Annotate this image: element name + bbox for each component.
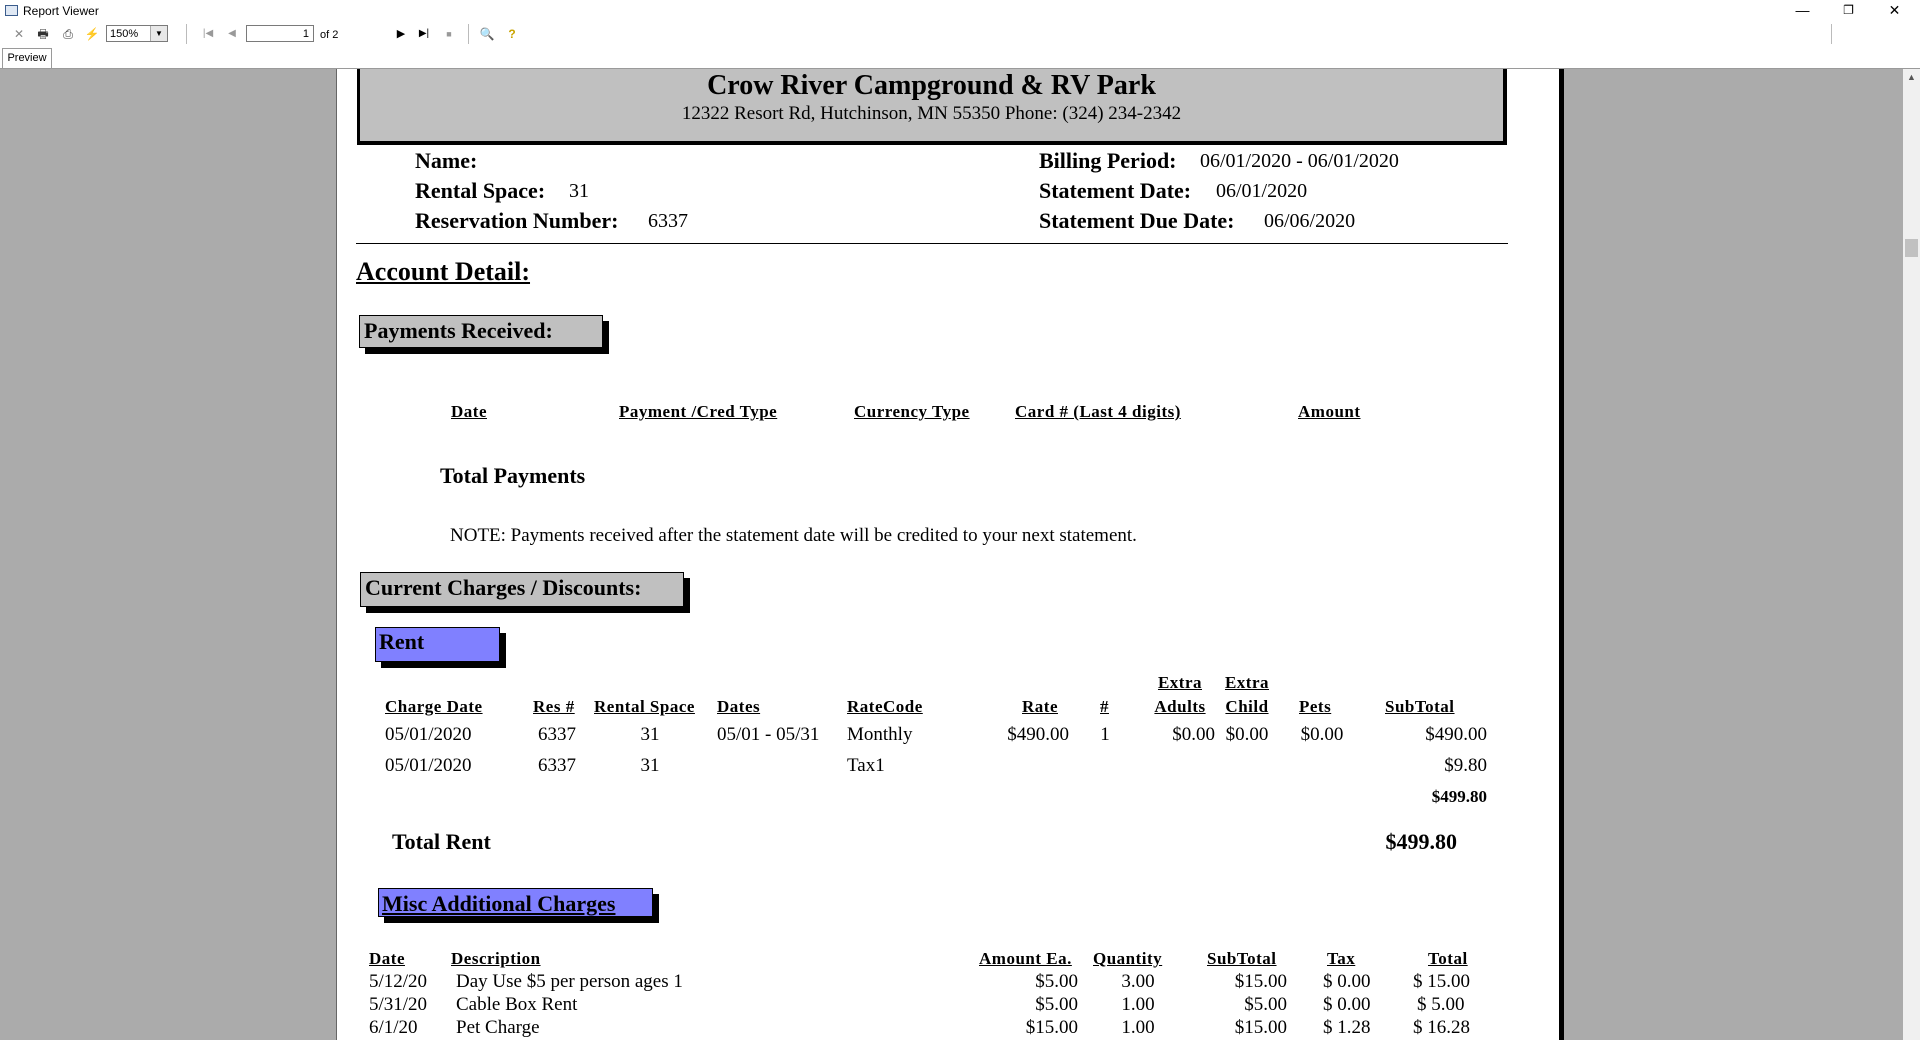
zoom-value: 150% — [110, 28, 139, 40]
table-row-cell: Monthly — [847, 724, 913, 745]
previous-page-icon[interactable]: ◀ — [228, 28, 236, 39]
minimize-button[interactable]: — — [1795, 2, 1810, 18]
refresh-lightning-icon[interactable]: ⚡ — [84, 27, 100, 41]
misc-col-subtotal: SubTotal — [1207, 949, 1277, 968]
rent-col-rental-space: Rental Space — [594, 697, 695, 716]
total-rent-value: $499.80 — [1385, 829, 1457, 854]
rent-group-total: $499.80 — [1431, 787, 1487, 806]
statement-date-label: Statement Date: — [1039, 178, 1192, 203]
statement-due-date-label: Statement Due Date: — [1039, 208, 1235, 233]
table-row-cell: $ 0.00 — [1323, 971, 1371, 992]
rent-heading: Rent — [375, 627, 500, 662]
scrollbar-thumb[interactable] — [1905, 239, 1918, 257]
table-row-cell: Cable Box Rent — [456, 994, 578, 1015]
table-row-cell: $0.00 — [1300, 724, 1344, 745]
table-row-cell: $0.00 — [1225, 724, 1269, 745]
name-label: Name: — [415, 148, 478, 173]
account-detail-heading: Account Detail: — [356, 257, 531, 286]
rental-space-value: 31 — [569, 180, 589, 202]
table-row-cell: 6337 — [538, 724, 576, 745]
rent-col-num: # — [1100, 697, 1109, 716]
vertical-scrollbar[interactable] — [1903, 69, 1920, 1040]
toolbar-separator — [1831, 24, 1833, 44]
total-payments-label: Total Payments — [440, 463, 586, 488]
payments-col-card: Card # (Last 4 digits) — [1015, 402, 1181, 421]
table-row-cell: $5.00 — [1244, 994, 1287, 1015]
table-row-cell: $ 15.00 — [1413, 971, 1470, 992]
close-window-button[interactable]: ✕ — [1888, 2, 1901, 18]
table-row-cell: 1 — [1100, 724, 1110, 745]
export-icon[interactable]: ⎙ — [63, 27, 73, 41]
payments-col-amount: Amount — [1298, 402, 1361, 421]
billing-period-value: 06/01/2020 - 06/01/2020 — [1200, 150, 1399, 172]
current-charges-heading: Current Charges / Discounts: — [360, 572, 684, 607]
rent-col-subtotal: SubTotal — [1385, 697, 1455, 716]
next-page-icon[interactable]: ▶ — [396, 28, 406, 40]
table-row-cell: 1.00 — [1121, 994, 1155, 1015]
help-icon[interactable]: ? — [508, 27, 516, 41]
rent-col-extra-child-top: Extra — [1224, 673, 1270, 692]
billing-period-label: Billing Period: — [1039, 148, 1177, 173]
payments-col-date: Date — [451, 402, 487, 421]
misc-col-date: Date — [369, 949, 405, 968]
rent-col-res: Res # — [533, 697, 575, 716]
table-row-cell: $ 5.00 — [1417, 994, 1465, 1015]
table-row-cell: $490.00 — [1425, 724, 1487, 745]
reservation-number-label: Reservation Number: — [415, 208, 619, 233]
payments-note: NOTE: Payments received after the statement date will be credited to your next statement. — [450, 525, 1137, 546]
table-row-cell: 6337 — [538, 755, 576, 776]
report-page — [336, 69, 1564, 1040]
payments-col-currency: Currency Type — [854, 402, 970, 421]
table-row-cell: Day Use $5 per person ages 1 — [456, 971, 683, 992]
table-row-cell: 3.00 — [1121, 971, 1155, 992]
table-row-cell: $15.00 — [1025, 1017, 1078, 1038]
statement-date-value: 06/01/2020 — [1216, 180, 1308, 202]
reservation-number-value: 6337 — [648, 210, 688, 232]
table-row-cell: 05/01/2020 — [385, 755, 472, 776]
close-report-icon[interactable]: ✕ — [13, 27, 25, 41]
table-row-cell: $490.00 — [1007, 724, 1069, 745]
page-number-input[interactable]: 1 — [246, 25, 314, 42]
table-row-cell: $0.00 — [1172, 724, 1215, 745]
rent-col-dates: Dates — [717, 697, 761, 716]
rental-space-label: Rental Space: — [415, 178, 546, 203]
company-name: Crow River Campground & RV Park — [707, 70, 1156, 101]
table-row-cell: 5/12/20 — [369, 971, 428, 992]
table-row-cell: 05/01/2020 — [385, 724, 472, 745]
rent-col-pets: Pets — [1299, 697, 1332, 716]
statement-due-date-value: 06/06/2020 — [1264, 210, 1356, 232]
table-row-cell: 6/1/20 — [369, 1017, 418, 1038]
page-count: of 2 — [320, 29, 339, 41]
rent-col-extra-adults-top: Extra — [1157, 673, 1203, 692]
print-icon[interactable]: 🖶 — [37, 27, 49, 41]
table-row-cell: 05/01 - 05/31 — [717, 724, 820, 745]
misc-col-tax: Tax — [1327, 949, 1356, 968]
payments-received-heading: Payments Received: — [359, 315, 603, 348]
chevron-down-icon[interactable]: ▼ — [150, 26, 167, 41]
misc-charges-heading: Misc Additional Charges — [378, 888, 653, 917]
rent-col-child: Child — [1225, 697, 1269, 716]
toolbar-separator — [186, 24, 188, 44]
table-row-cell: 1.00 — [1121, 1017, 1155, 1038]
rent-col-rate: Rate — [1022, 697, 1058, 716]
misc-col-description: Description — [451, 949, 541, 968]
total-rent-label: Total Rent — [392, 829, 491, 854]
rent-col-ratecode: RateCode — [847, 697, 923, 716]
table-row-cell: $ 1.28 — [1323, 1017, 1371, 1038]
table-row-cell: $ 16.28 — [1413, 1017, 1470, 1038]
stop-icon[interactable]: ■ — [446, 29, 452, 39]
window-title: Report Viewer — [23, 4, 99, 18]
report-viewport — [0, 69, 1903, 1040]
table-row-cell: 31 — [640, 755, 660, 776]
tab-bar — [0, 47, 1920, 69]
table-row-cell: Pet Charge — [456, 1017, 540, 1038]
search-binoculars-icon[interactable]: 🔍 — [479, 27, 495, 41]
zoom-select[interactable] — [106, 25, 168, 42]
rent-col-adults: Adults — [1154, 697, 1206, 716]
table-row-cell: $5.00 — [1035, 971, 1078, 992]
table-row-cell: $9.80 — [1444, 755, 1487, 776]
toolbar-separator — [468, 24, 470, 44]
header-divider — [356, 243, 1508, 244]
tab-preview[interactable]: Preview — [2, 48, 52, 68]
table-row-cell: $15.00 — [1234, 1017, 1287, 1038]
toolbar — [0, 21, 1920, 47]
restore-button[interactable]: ❐ — [1843, 3, 1854, 17]
rent-col-charge-date: Charge Date — [385, 697, 483, 716]
misc-col-total: Total — [1428, 949, 1468, 968]
payments-col-type: Payment /Cred Type — [619, 402, 778, 421]
report-header-box — [357, 69, 1507, 145]
table-row-cell: $5.00 — [1035, 994, 1078, 1015]
report-viewer-icon — [5, 5, 18, 16]
table-row-cell: $15.00 — [1234, 971, 1287, 992]
table-row-cell: $ 0.00 — [1323, 994, 1371, 1015]
misc-col-quantity: Quantity — [1093, 949, 1163, 968]
table-row-cell: Tax1 — [847, 755, 885, 776]
table-row-cell: 5/31/20 — [369, 994, 428, 1015]
first-page-icon[interactable]: |◀ — [202, 28, 214, 39]
title-bar — [0, 0, 1920, 21]
scroll-up-icon[interactable]: ▲ — [1907, 72, 1916, 82]
last-page-icon[interactable]: ▶| — [418, 28, 430, 39]
table-row-cell: 31 — [640, 724, 660, 745]
misc-col-amount: Amount Ea. — [979, 949, 1072, 968]
company-address: 12322 Resort Rd, Hutchinson, MN 55350 Phone: (324) 234-2342 — [681, 103, 1182, 124]
